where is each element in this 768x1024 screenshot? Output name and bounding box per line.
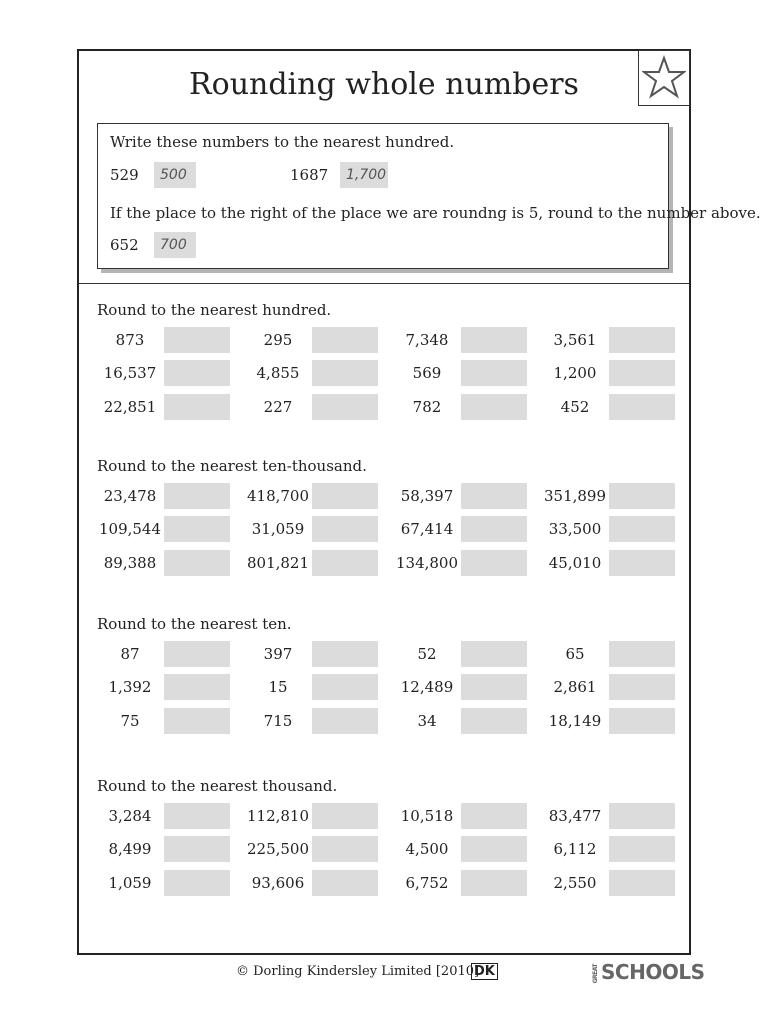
problem-number: 18,149 — [548, 712, 602, 730]
greatschools-logo — [592, 960, 704, 984]
divider — [79, 283, 689, 284]
answer-box[interactable] — [164, 394, 230, 420]
answer-box[interactable] — [461, 550, 527, 576]
problem-number: 715 — [263, 712, 293, 730]
answer-box[interactable] — [312, 708, 378, 734]
problem-number: 65 — [565, 645, 585, 663]
problem-number: 1,392 — [108, 678, 152, 696]
example-instruction: Write these numbers to the nearest hundred. — [110, 133, 455, 151]
answer-box[interactable] — [609, 836, 675, 862]
problem-number: 1,059 — [108, 874, 152, 892]
problem-number: 87 — [120, 645, 140, 663]
problem-number: 351,899 — [543, 487, 607, 505]
answer-box[interactable] — [461, 708, 527, 734]
answer-box[interactable] — [609, 483, 675, 509]
problem-number: 34 — [417, 712, 437, 730]
answer-box[interactable] — [609, 870, 675, 896]
answer-box[interactable] — [609, 550, 675, 576]
problem-number: 2,550 — [553, 874, 597, 892]
problem-number: 2,861 — [553, 678, 597, 696]
problem-number: 45,010 — [548, 554, 602, 572]
problem-number: 7,348 — [405, 331, 449, 349]
problem-number: 782 — [412, 398, 442, 416]
problem-number: 225,500 — [246, 840, 310, 858]
problem-number: 4,500 — [405, 840, 449, 858]
problem-number: 227 — [263, 398, 293, 416]
great-label: GREAT — [592, 963, 599, 984]
problem-number: 16,537 — [103, 364, 157, 382]
problem-number: 93,606 — [251, 874, 305, 892]
page-title: Rounding whole numbers — [189, 67, 579, 102]
problem-number: 10,518 — [400, 807, 454, 825]
answer-box[interactable] — [461, 870, 527, 896]
answer-box[interactable] — [164, 327, 230, 353]
answer-box[interactable] — [312, 870, 378, 896]
answer-box[interactable] — [461, 803, 527, 829]
problem-number: 67,414 — [400, 520, 454, 538]
answer-box[interactable] — [312, 327, 378, 353]
answer-box[interactable] — [609, 394, 675, 420]
answer-box[interactable] — [164, 483, 230, 509]
problem-number: 31,059 — [251, 520, 305, 538]
answer-box[interactable] — [164, 836, 230, 862]
problem-number: 1,200 — [553, 364, 597, 382]
problem-number: 22,851 — [103, 398, 157, 416]
answer-box[interactable] — [609, 708, 675, 734]
problem-number: 58,397 — [400, 487, 454, 505]
problem-number: 3,561 — [553, 331, 597, 349]
answer-box[interactable] — [164, 550, 230, 576]
answer-box[interactable] — [164, 641, 230, 667]
answer-box[interactable] — [609, 641, 675, 667]
answer-box[interactable] — [609, 674, 675, 700]
answer-box[interactable] — [164, 803, 230, 829]
problem-number: 112,810 — [246, 807, 310, 825]
problem-number: 418,700 — [246, 487, 310, 505]
section-title: Round to the nearest thousand. — [97, 777, 338, 795]
answer-box[interactable] — [461, 327, 527, 353]
answer-box[interactable] — [164, 674, 230, 700]
answer-box[interactable] — [461, 516, 527, 542]
problem-number: 801,821 — [246, 554, 310, 572]
problem-number: 6,752 — [405, 874, 449, 892]
problem-number: 3,284 — [108, 807, 152, 825]
example-number: 529 — [110, 166, 139, 184]
problem-number: 75 — [120, 712, 140, 730]
answer-box[interactable] — [609, 803, 675, 829]
answer-box[interactable] — [461, 641, 527, 667]
problem-number: 89,388 — [103, 554, 157, 572]
answer-box[interactable] — [461, 674, 527, 700]
section-title: Round to the nearest hundred. — [97, 301, 332, 319]
answer-box[interactable] — [312, 674, 378, 700]
example-answer: 700 — [154, 232, 196, 258]
example-answer: 1,700 — [340, 162, 388, 188]
problem-number: 4,855 — [256, 364, 300, 382]
answer-box[interactable] — [609, 360, 675, 386]
problem-number: 8,499 — [108, 840, 152, 858]
problem-number: 6,112 — [553, 840, 597, 858]
problem-number: 569 — [412, 364, 442, 382]
problem-number: 52 — [417, 645, 437, 663]
problem-number: 33,500 — [548, 520, 602, 538]
problem-number: 12,489 — [400, 678, 454, 696]
copyright-text: © Dorling Kindersley Limited [2010] — [236, 964, 480, 979]
schools-label: SCHOOLS — [601, 960, 705, 984]
example-number: 652 — [110, 236, 139, 254]
problem-number: 15 — [268, 678, 288, 696]
star-icon — [642, 55, 686, 99]
answer-box[interactable] — [164, 360, 230, 386]
answer-box[interactable] — [312, 641, 378, 667]
problem-number: 397 — [263, 645, 293, 663]
answer-box[interactable] — [312, 836, 378, 862]
answer-box[interactable] — [461, 360, 527, 386]
answer-box[interactable] — [164, 870, 230, 896]
section-title: Round to the nearest ten-thousand. — [97, 457, 367, 475]
problem-number: 134,800 — [395, 554, 459, 572]
answer-box[interactable] — [312, 483, 378, 509]
example-box — [97, 123, 761, 269]
answer-box[interactable] — [461, 836, 527, 862]
answer-box[interactable] — [461, 483, 527, 509]
answer-box[interactable] — [312, 360, 378, 386]
problem-number: 452 — [560, 398, 590, 416]
example-tip: If the place to the right of the place we are roundng is 5, round to the number above. — [110, 204, 761, 222]
answer-box[interactable] — [312, 516, 378, 542]
answer-box[interactable] — [312, 394, 378, 420]
answer-box[interactable] — [609, 327, 675, 353]
answer-box[interactable] — [312, 550, 378, 576]
problem-number: 109,544 — [98, 520, 162, 538]
star-badge — [638, 50, 690, 106]
problem-number: 295 — [263, 331, 293, 349]
problem-number: 873 — [115, 331, 145, 349]
example-number: 1687 — [290, 166, 329, 184]
answer-box[interactable] — [461, 394, 527, 420]
answer-box[interactable] — [164, 708, 230, 734]
example-answer: 500 — [154, 162, 196, 188]
problem-number: 83,477 — [548, 807, 602, 825]
section-title: Round to the nearest ten. — [97, 615, 292, 633]
answer-box[interactable] — [164, 516, 230, 542]
problem-number: 23,478 — [103, 487, 157, 505]
dk-logo: DK — [471, 963, 498, 980]
answer-box[interactable] — [312, 803, 378, 829]
worksheet — [77, 49, 761, 955]
answer-box[interactable] — [609, 516, 675, 542]
